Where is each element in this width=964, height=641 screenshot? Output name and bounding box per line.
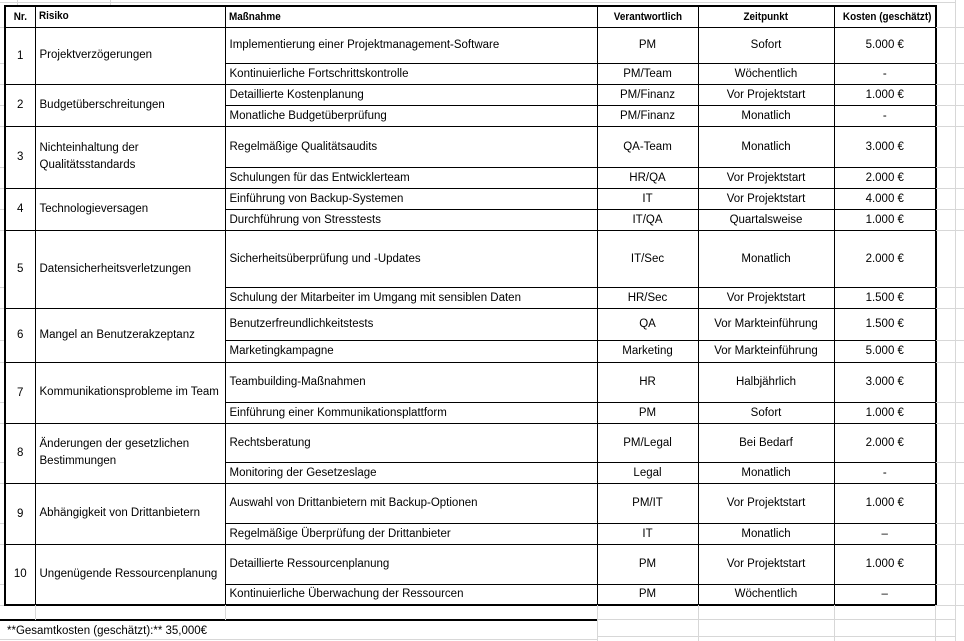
gridline [0,105,4,106]
responsible-cell: QA-Team [597,126,698,167]
cost-cell: - [834,105,936,126]
risk-name: Änderungen der gesetzlichen Bestimmungen [35,423,225,483]
gridline [17,0,18,5]
risk-number: 4 [5,188,35,230]
total-cost-row [0,619,597,641]
gridline [0,287,4,288]
header-nr [5,6,35,27]
risk-name: Projektverzögerungen [35,27,225,84]
risk-number: 7 [5,362,35,423]
responsible-cell: PM [597,544,698,584]
header-risiko [35,6,225,27]
table-row [5,84,936,105]
gridline [0,462,4,463]
risk-name: Datensicherheitsverletzungen [35,230,225,308]
gridline [0,584,4,585]
timing-cell: Quartalsweise [698,209,834,230]
timing-cell: Vor Markteinführung [698,308,834,340]
gridline [936,523,964,524]
gridline [0,605,4,606]
header-verantwortlich [597,6,698,27]
gridline [597,619,956,620]
risk-number: 8 [5,423,35,483]
responsible-cell: PM [597,27,698,63]
cost-cell: 2.000 € [834,230,936,287]
responsible-cell: PM/Finanz [597,84,698,105]
timing-cell: Vor Projektstart [698,483,834,523]
measure-cell: Detaillierte Kostenplanung [225,84,597,105]
gridline [0,308,4,309]
risk-name: Abhängigkeit von Drittanbietern [35,483,225,544]
risk-number: 10 [5,544,35,605]
measure-cell: Schulung der Mitarbeiter im Umgang mit sensiblen Daten [225,287,597,308]
cost-cell: 2.000 € [834,167,936,188]
gridline [0,362,4,363]
risk-name: Mangel an Benutzerakzeptanz [35,308,225,362]
cost-cell: – [834,584,936,605]
gridline [936,27,964,28]
risk-name: Kommunikationsprobleme im Team [35,362,225,423]
gridline [110,0,111,5]
responsible-cell: IT/QA [597,209,698,230]
measure-cell: Regelmäßige Überprüfung der Drittanbieter [225,523,597,544]
measure-cell: Marketingkampagne [225,340,597,362]
header-zeitpunkt-label: Zeitpunkt [743,10,789,23]
measure-cell: Durchführung von Stresstests [225,209,597,230]
table-row [5,188,936,209]
cost-cell: 4.000 € [834,188,936,209]
gridline [936,287,964,288]
cost-cell: 1.500 € [834,287,936,308]
timing-cell: Vor Markteinführung [698,340,834,362]
risk-number: 1 [5,27,35,84]
gridline [0,483,4,484]
cost-cell: - [834,462,936,483]
measure-cell: Benutzerfreundlichkeitstests [225,308,597,340]
gridline [0,209,4,210]
gridline [35,605,36,620]
gridline [936,188,964,189]
cost-cell: 3.000 € [834,126,936,167]
measure-cell: Schulungen für das Entwicklerteam [225,167,597,188]
header-kosten [834,6,936,27]
timing-cell: Halbjährlich [698,362,834,402]
measure-cell: Implementierung einer Projektmanagement-Software [225,27,597,63]
gridline [0,126,4,127]
header-massnahme [225,6,597,27]
responsible-cell: PM/Legal [597,423,698,462]
timing-cell: Monatlich [698,462,834,483]
gridline [936,105,964,106]
measure-cell: Rechtsberatung [225,423,597,462]
risk-number: 9 [5,483,35,544]
responsible-cell: Legal [597,462,698,483]
gridline [225,605,226,620]
gridline [0,2,956,3]
timing-cell: Vor Projektstart [698,167,834,188]
gridline [0,27,4,28]
risk-number: 2 [5,84,35,126]
measure-cell: Sicherheitsüberprüfung und -Updates [225,230,597,287]
timing-cell: Bei Bedarf [698,423,834,462]
gridline [936,584,964,585]
measure-cell: Teambuilding-Maßnahmen [225,362,597,402]
gridline [936,402,964,403]
timing-cell: Sofort [698,402,834,423]
cost-cell: 5.000 € [834,340,936,362]
gridline [936,544,964,545]
gridline [936,462,964,463]
gridline [0,340,4,341]
risk-name: Technologieversagen [35,188,225,230]
measure-cell: Regelmäßige Qualitätsaudits [225,126,597,167]
header-zeitpunkt [698,6,834,27]
gridline [936,340,964,341]
responsible-cell: Marketing [597,340,698,362]
timing-cell: Vor Projektstart [698,188,834,209]
risk-table [4,5,937,606]
cost-cell: 5.000 € [834,27,936,63]
gridline [936,84,964,85]
measure-cell: Monatliche Budgetüberprüfung [225,105,597,126]
table-row [5,362,936,402]
responsible-cell: PM/Finanz [597,105,698,126]
gridline [0,188,4,189]
responsible-cell: HR/QA [597,167,698,188]
responsible-cell: PM [597,402,698,423]
responsible-cell: HR [597,362,698,402]
responsible-cell: IT/Sec [597,230,698,287]
measure-cell: Detaillierte Ressourcenplanung [225,544,597,584]
gridline [0,63,4,64]
gridline [936,63,964,64]
measure-cell: Einführung von Backup-Systemen [225,188,597,209]
measure-cell: Kontinuierliche Fortschrittskontrolle [225,63,597,84]
responsible-cell: IT [597,523,698,544]
gridline [936,483,964,484]
cost-cell: 1.000 € [834,84,936,105]
gridline [0,544,4,545]
cost-cell: 3.000 € [834,362,936,402]
responsible-cell: QA [597,308,698,340]
header-nr-label: Nr. [13,10,27,23]
gridline [936,605,964,606]
cost-cell: 1.000 € [834,483,936,523]
table-row [5,126,936,167]
cost-cell: 1.000 € [834,402,936,423]
gridline [936,230,964,231]
header-massnahme-label: Maßnahme [228,10,281,23]
gridline [0,167,4,168]
responsible-cell: IT [597,188,698,209]
table-row [5,544,936,584]
timing-cell: Wöchentlich [698,584,834,605]
risk-name: Ungenügende Ressourcenplanung [35,544,225,605]
gridline [0,423,4,424]
cost-cell: – [834,523,936,544]
gridline [0,402,4,403]
total-cost-text: **Gesamtkosten (geschätzt):** 35,000€ [7,625,208,637]
gridline [0,639,597,640]
risk-name: Budgetüberschreitungen [35,84,225,126]
timing-cell: Vor Projektstart [698,544,834,584]
gridline [936,209,964,210]
header-risiko-label: Risiko [38,10,69,23]
risk-name: Nichteinhaltung der Qualitätsstandards [35,126,225,188]
measure-cell: Einführung einer Kommunikationsplattform [225,402,597,423]
measure-cell: Auswahl von Drittanbietern mit Backup-Optionen [225,483,597,523]
header-row [5,6,936,27]
header-verantwortlich-label: Verantwortlich [613,10,682,23]
responsible-cell: PM/IT [597,483,698,523]
timing-cell: Monatlich [698,230,834,287]
timing-cell: Monatlich [698,126,834,167]
timing-cell: Sofort [698,27,834,63]
gridline [597,636,956,637]
cost-cell: 1.000 € [834,209,936,230]
gridline [0,84,4,85]
cost-cell: 1.000 € [834,544,936,584]
timing-cell: Monatlich [698,105,834,126]
gridline [0,230,4,231]
table-row [5,483,936,523]
gridline [936,423,964,424]
responsible-cell: PM [597,584,698,605]
gridline [0,523,4,524]
responsible-cell: PM/Team [597,63,698,84]
cost-cell: - [834,63,936,84]
gridline [936,308,964,309]
table-row [5,27,936,63]
gridline [936,126,964,127]
responsible-cell: HR/Sec [597,287,698,308]
table-row [5,230,936,287]
risk-number: 5 [5,230,35,308]
timing-cell: Wöchentlich [698,63,834,84]
measure-cell: Monitoring der Gesetzeslage [225,462,597,483]
table-row [5,423,936,462]
measure-cell: Kontinuierliche Überwachung der Ressourcen [225,584,597,605]
timing-cell: Vor Projektstart [698,287,834,308]
cost-cell: 2.000 € [834,423,936,462]
risk-number: 3 [5,126,35,188]
timing-cell: Monatlich [698,523,834,544]
gridline [936,167,964,168]
table-row [5,308,936,340]
cost-cell: 1.500 € [834,308,936,340]
header-kosten-label: Kosten (geschätzt) [842,10,931,23]
timing-cell: Vor Projektstart [698,84,834,105]
risk-number: 6 [5,308,35,362]
gridline [936,362,964,363]
